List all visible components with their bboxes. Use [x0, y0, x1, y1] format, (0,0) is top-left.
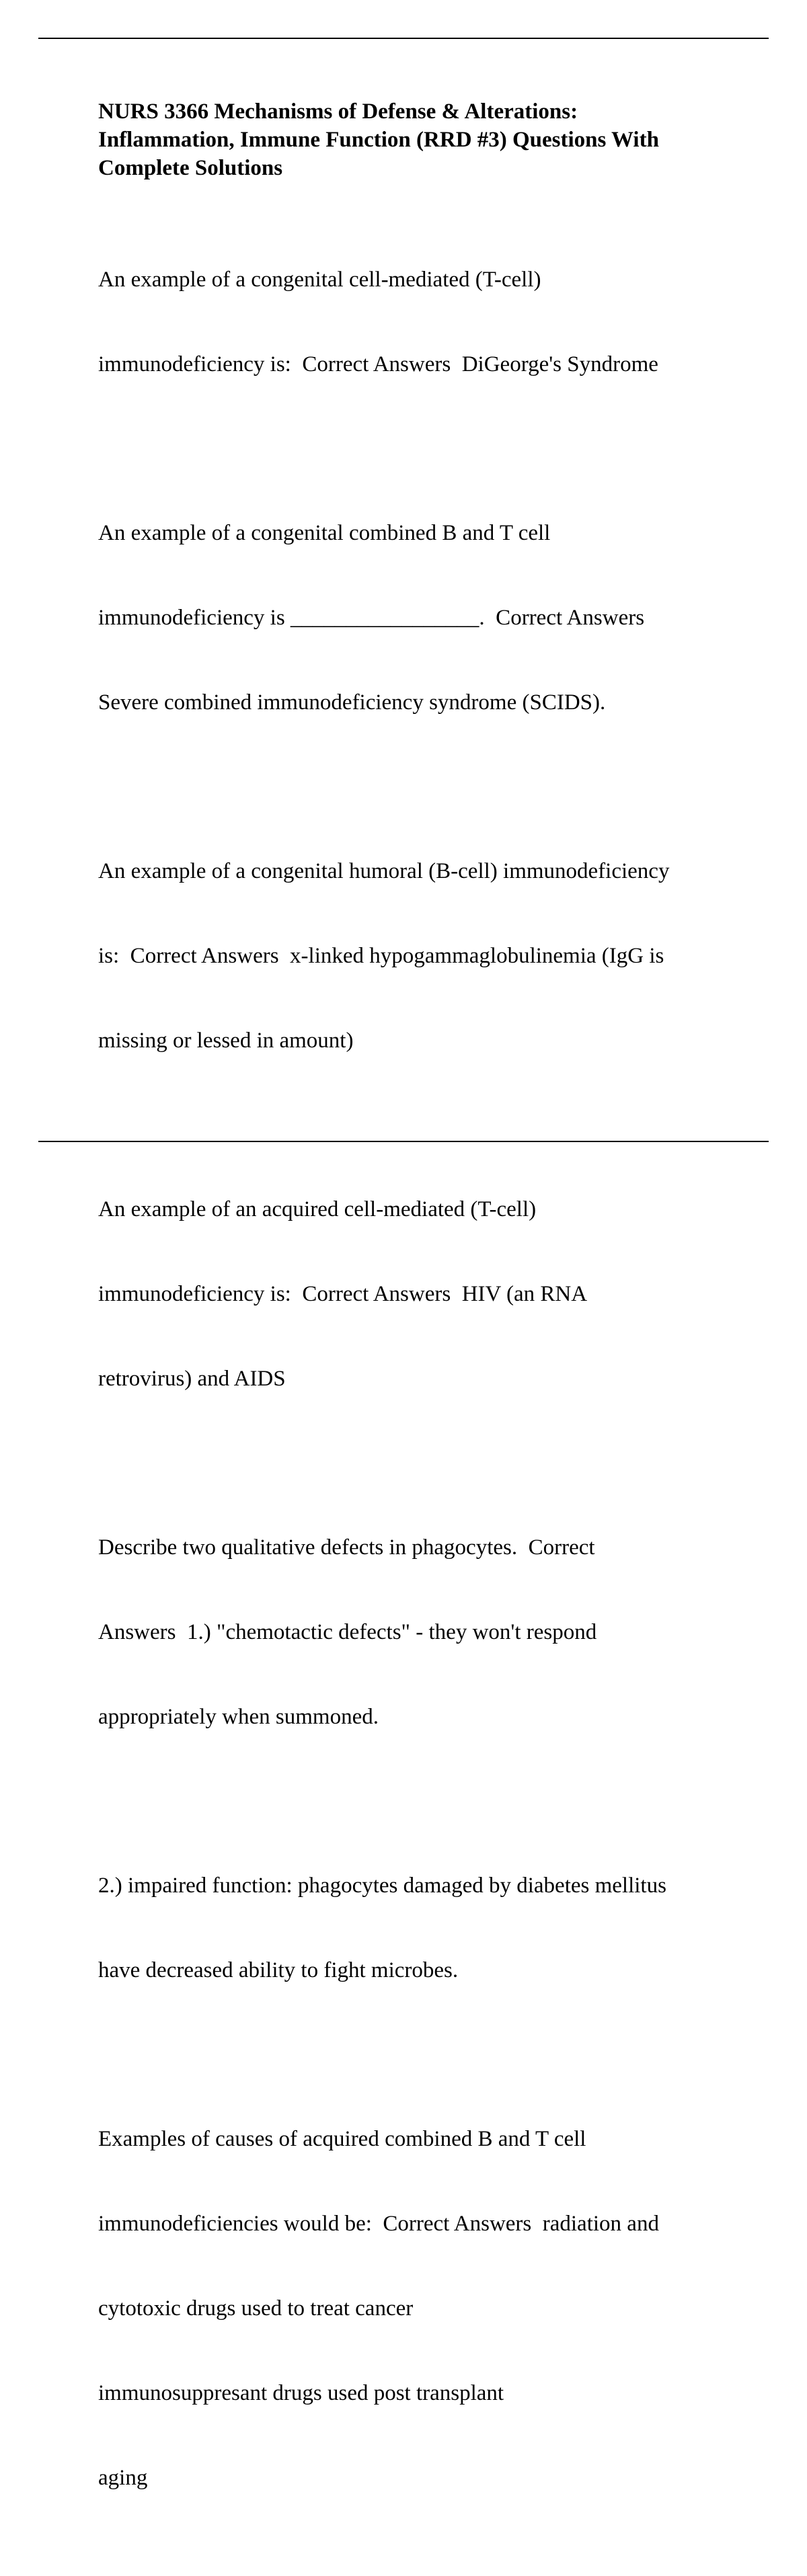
text-line: An example of a congenital cell-mediated (T-cell) — [98, 268, 541, 292]
text-line: aging — [98, 2466, 148, 2490]
title-line: NURS 3366 Mechanisms of Defense & Alterations: — [98, 99, 578, 124]
qa-block — [98, 1139, 737, 1449]
text-line: missing or lessed in amount) — [98, 1029, 354, 1053]
text-line: immunodeficiencies would be: Correct Answers radiation and — [98, 2212, 659, 2236]
text-line: is: Correct Answers x-linked hypogammaglobulinemia (IgG is — [98, 944, 664, 968]
text-line: An example of a congenital humoral (B-cell) immunodeficiency — [98, 859, 670, 883]
text-line: appropriately when summoned. — [98, 1705, 379, 1729]
document-title — [98, 97, 737, 182]
qa-block — [98, 1815, 737, 2041]
qa-block — [98, 462, 737, 773]
footer-rule — [38, 1141, 769, 1142]
text-line: retrovirus) and AIDS — [98, 1367, 286, 1391]
text-line: Examples of causes of acquired combined B and T cell — [98, 2127, 586, 2151]
text-line: have decreased ability to fight microbes. — [98, 1958, 459, 1982]
title-line: Complete Solutions — [98, 156, 283, 180]
title-line: Inflammation, Immune Function (RRD #3) Questions With — [98, 128, 659, 152]
text-line: Severe combined immunodeficiency syndrome (SCIDS). — [98, 690, 606, 715]
text-line: 2.) impaired function: phagocytes damaged by diabetes mellitus — [98, 1874, 666, 1898]
text-line: immunodeficiency is _________________. Correct Answers — [98, 606, 645, 630]
text-line: Answers 1.) "chemotactic defects" - they won't respond — [98, 1620, 597, 1644]
qa-block — [98, 801, 737, 1111]
document-body — [98, 97, 737, 2576]
text-line: immunosuppresant drugs used post transplant — [98, 2381, 504, 2405]
text-line: An example of an acquired cell-mediated (T-cell) — [98, 1197, 537, 1221]
header-rule — [38, 38, 769, 39]
qa-block — [98, 2068, 737, 2548]
qa-block — [98, 1477, 737, 1787]
text-line: immunodeficiency is: Correct Answers HIV (an RNA — [98, 1282, 588, 1306]
qa-block — [98, 209, 737, 435]
text-line: Describe two qualitative defects in phagocytes. Correct — [98, 1535, 595, 1560]
text-line: cytotoxic drugs used to treat cancer — [98, 2296, 414, 2321]
text-line: immunodeficiency is: Correct Answers DiGeorge's Syndrome — [98, 352, 658, 376]
text-line: An example of a congenital combined B and T cell — [98, 521, 551, 545]
